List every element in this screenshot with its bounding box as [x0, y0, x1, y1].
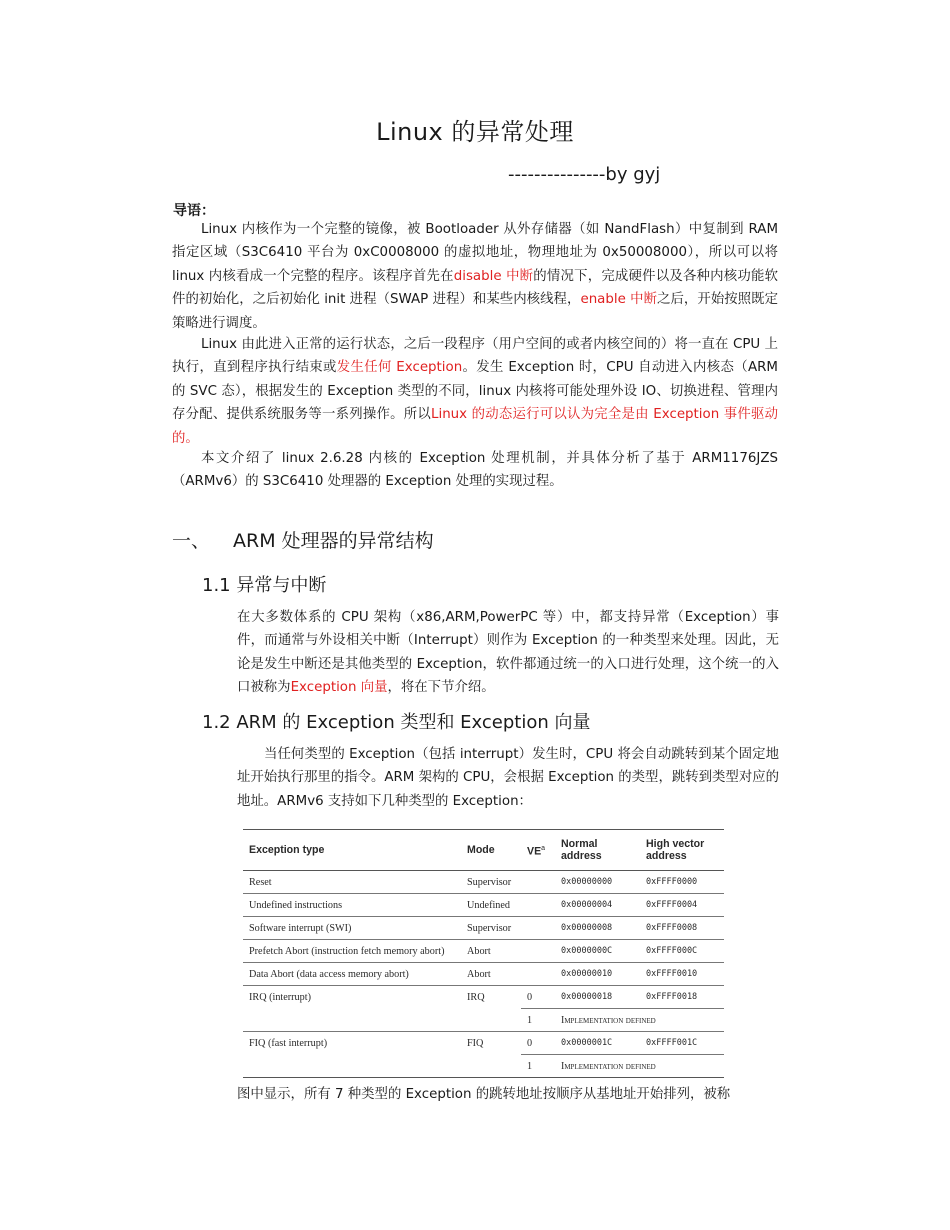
cell-normal-address: 0x0000000C	[555, 940, 640, 963]
intro-p2-highlight-exception: 发生任何 Exception	[336, 360, 463, 376]
cell-high-address: 0xFFFF0018	[640, 986, 724, 1009]
header-ve-footnote: a	[541, 844, 546, 852]
cell-type	[243, 1055, 461, 1078]
cell-ve: 0	[521, 986, 555, 1009]
cell-implementation-defined: Implementation defined	[555, 1009, 724, 1032]
table-row	[243, 871, 724, 894]
section-1-title: ARM 处理器的异常结构	[233, 530, 434, 552]
cell-high-address: 0xFFFF0000	[640, 871, 724, 894]
cell-mode	[461, 1009, 521, 1032]
cell-mode	[461, 1055, 521, 1078]
cell-high-address: 0xFFFF0010	[640, 963, 724, 986]
header-mode: Mode	[461, 830, 521, 871]
exception-vector-table	[243, 829, 724, 1078]
cell-type: Data Abort (data access memory abort)	[243, 963, 461, 986]
cell-mode: FIQ	[467, 1037, 484, 1049]
intro-p1-highlight-disable: disable 中断	[453, 268, 534, 284]
sub11-text-b: ，将在下节介绍。	[387, 680, 495, 696]
after-table-paragraph: 图中显示，所有 7 种类型的 Exception 的跳转地址按顺序从基地址开始排列，被称	[237, 1087, 731, 1102]
cell-mode: Abort	[461, 963, 521, 986]
table-row	[243, 963, 724, 986]
cell-mode: Undefined	[461, 894, 521, 917]
cell-type: IRQ (interrupt)	[249, 991, 311, 1003]
cell-implementation-defined: Implementation defined	[555, 1055, 724, 1078]
header-ve	[521, 830, 555, 871]
cell-high-address: 0xFFFF000C	[640, 940, 724, 963]
cell-mode: IRQ	[467, 991, 485, 1003]
cell-ve	[521, 871, 555, 894]
cell-type: FIQ (fast interrupt)	[249, 1037, 328, 1049]
sub11-highlight-vector: Exception 向量	[290, 680, 388, 696]
table-row	[243, 1055, 724, 1078]
subsection-1-1-paragraph	[237, 606, 779, 700]
header-ve-label: VE	[527, 845, 542, 858]
cell-ve: 0	[521, 1032, 555, 1055]
subsection-1-2-heading: 1.2 ARM 的 Exception 类型和 Exception 向量	[202, 712, 591, 733]
cell-type: Reset	[243, 871, 461, 894]
cell-high-address: 0xFFFF0004	[640, 894, 724, 917]
author-byline: ---------------by gyj	[508, 164, 661, 185]
cell-high-address: 0xFFFF0008	[640, 917, 724, 940]
cell-normal-address: 0x00000018	[555, 986, 640, 1009]
intro-p1-highlight-enable: enable 中断	[580, 292, 658, 308]
cell-type: Prefetch Abort (instruction fetch memory abort)	[243, 940, 461, 963]
cell-ve	[521, 963, 555, 986]
cell-normal-address: 0x0000001C	[555, 1032, 640, 1055]
sub11-text-a: 在大多数体系的 CPU 架构（x86,ARM,PowerPC 等）中，都支持异常（Exception）事件，而通常与外设相关中断（Interrupt）则作为 Exception 的一种类型来处理。因此，无论是发生中断还是其他类型的 Exception，软件都通过统一的入口进行处理，这个统一的入口被称为	[237, 610, 779, 696]
cell-ve	[521, 917, 555, 940]
intro-paragraph-1	[172, 218, 778, 335]
table-row	[243, 1032, 724, 1055]
header-normal-address: Normal address	[555, 830, 640, 871]
cell-type: Software interrupt (SWI)	[243, 917, 461, 940]
table-row	[243, 917, 724, 940]
subsection-1-1-heading: 1.1 异常与中断	[202, 575, 327, 596]
cell-mode: Supervisor	[461, 917, 521, 940]
intro-p1-text-b: 的情况下，完成硬件以及各种内核功能软件的初始化，之后初始化 init 进程（SWAP 进程）和某些内核线程，	[172, 268, 778, 308]
cell-mode: Abort	[461, 940, 521, 963]
document-title: Linux 的异常处理	[376, 118, 574, 146]
table-row	[243, 986, 724, 1009]
header-high-vector-address: High vector address	[640, 830, 724, 871]
cell-ve: 1	[521, 1009, 555, 1032]
cell-ve	[521, 894, 555, 917]
intro-paragraph-3: 本文介绍了 linux 2.6.28 内核的 Exception 处理机制，并具体分析了基于 ARM1176JZS（ARMv6）的 S3C6410 处理器的 Exception 处理的实现过程。	[172, 451, 778, 490]
intro-p1-text-c: 之后，开始按照既定策略进行调度。	[172, 292, 778, 331]
intro-p2-highlight-driven: Linux 的动态运行可以认为完全是由 Exception 事件驱动的。	[172, 407, 778, 446]
cell-normal-address: 0x00000008	[555, 917, 640, 940]
intro-p1-text-a: Linux 内核作为一个完整的镜像，被 Bootloader 从外存储器（如 NandFlash）中复制到 RAM 指定区域（S3C6410 平台为 0xC0008000 的虚拟地址，物理地址为 0x50008000），所以可以将 linux 内核看成一个完整的程序。该程序首先在	[172, 222, 778, 284]
section-1-heading	[172, 526, 434, 553]
intro-p2-text-a: Linux 由此进入正常的运行状态，之后一段程序（用户空间的或者内核空间的）将一直在 CPU 上执行，直到程序执行结束或	[172, 337, 778, 376]
cell-ve: 1	[521, 1055, 555, 1078]
table-header-row	[243, 830, 724, 871]
table-row	[243, 894, 724, 917]
cell-normal-address: 0x00000004	[555, 894, 640, 917]
subsection-1-2-paragraph: 当任何类型的 Exception（包括 interrupt）发生时，CPU 将会自动跳转到某个固定地址开始执行那里的指令。ARM 架构的 CPU，会根据 Exception 的类型，跳转到类型对应的地址。ARMv6 支持如下几种类型的 Exception：	[237, 747, 779, 809]
table-row	[243, 940, 724, 963]
cell-normal-address: 0x00000000	[555, 871, 640, 894]
cell-high-address: 0xFFFF001C	[640, 1032, 724, 1055]
table-row	[243, 1009, 724, 1032]
cell-ve	[521, 940, 555, 963]
cell-normal-address: 0x00000010	[555, 963, 640, 986]
intro-paragraph-2	[172, 333, 778, 450]
header-exception-type: Exception type	[243, 830, 461, 871]
intro-label: 导语：	[173, 203, 215, 219]
cell-mode: Supervisor	[461, 871, 521, 894]
cell-type	[243, 1009, 461, 1032]
section-1-number: 一、	[172, 530, 211, 552]
cell-type: Undefined instructions	[243, 894, 461, 917]
intro-p2-text-b: 。发生 Exception 时，CPU 自动进入内核态（ARM 的 SVC 态），根据发生的 Exception 类型的不同，linux 内核将可能处理外设 IO、切换进程、管理内存分配、提供系统服务等一系列操作。所以	[172, 360, 778, 423]
